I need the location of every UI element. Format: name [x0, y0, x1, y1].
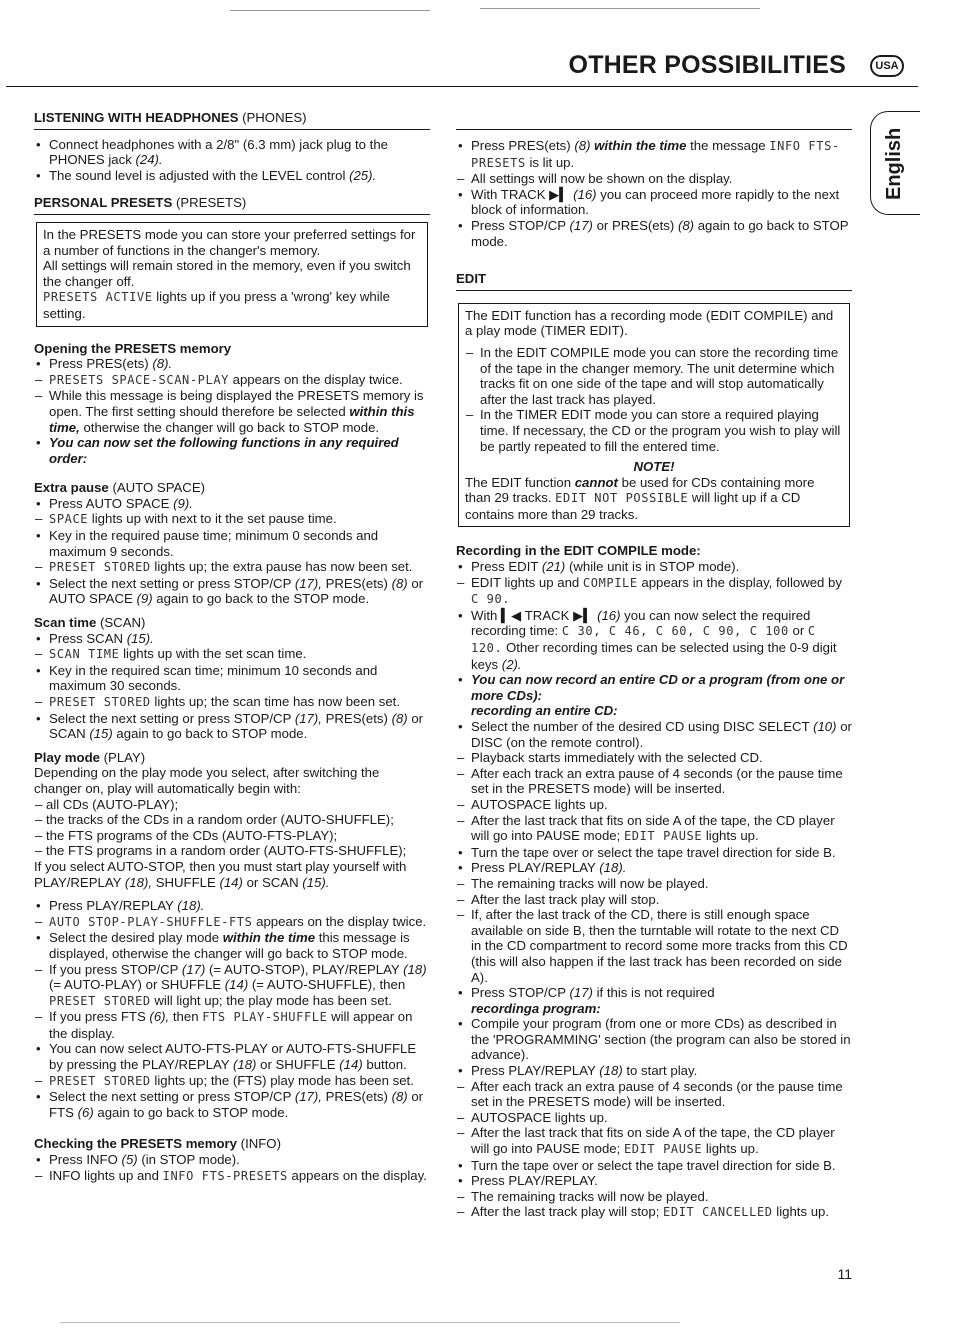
- checking-heading: Checking the PRESETS memory (INFO): [34, 1136, 281, 1152]
- list-item: – In the EDIT COMPILE mode you can store the recording time of the tape in the changer memory. The unit determine which tracks fit on one side of the tape and will stop automatically after the last track has played.: [465, 345, 843, 407]
- list-item: • You can now select AUTO-FTS-PLAY or AUTO-FTS-SHUFFLE by pressing the PLAY/REPLAY (18) or SHUFFLE (14) button.: [34, 1041, 430, 1072]
- extra-pause-list: [34, 496, 430, 607]
- list-item: • Press STOP/CP (17) or PRES(ets) (8) again to go back to STOP mode.: [456, 218, 852, 249]
- list-item: – the FTS programs of the CDs (AUTO-FTS-PLAY);: [34, 828, 430, 844]
- list-item: – If, after the last track of the CD, there is still enough space available on side B, then the turntable will rotate to the next CD in the CD compartment to record some more tracks from this CD (this will also happen if the last track has been recorded on side A).: [456, 907, 852, 985]
- list-item: – the tracks of the CDs in a random order (AUTO-SHUFFLE);: [34, 812, 430, 828]
- list-item: • The sound level is adjusted with the LEVEL control (25).: [34, 168, 430, 184]
- presets-info-box: [36, 222, 428, 327]
- list-item: – The remaining tracks will now be played.: [456, 1189, 852, 1205]
- box-text: PRESETS ACTIVE lights up if you press a 'wrong' key while setting.: [43, 289, 390, 321]
- edit-mode-list: [465, 345, 843, 454]
- list-item: • Press EDIT (21) (while unit is in STOP mode).: [456, 559, 852, 575]
- list-item: – After the last track that fits on side A of the tape, the CD player will go into PAUSE mode; EDIT PAUSE lights up.: [456, 813, 852, 845]
- scan-time-list: [34, 631, 430, 742]
- play-mode-heading: Play mode (PLAY): [34, 749, 146, 765]
- list-item: • Key in the required scan time; minimum 10 seconds and maximum 30 seconds.: [34, 663, 430, 694]
- box-text: The EDIT function has a recording mode (EDIT COMPILE) and a play mode (TIMER EDIT).: [465, 307, 834, 339]
- play-mode-intro: Depending on the play mode you select, after switching the changer on, play will automatically begin with:: [34, 765, 380, 796]
- scan-time-heading: Scan time (SCAN): [34, 615, 146, 631]
- list-item: – All settings will now be shown on the display.: [456, 171, 852, 187]
- list-item: • Press PLAY/REPLAY (18) to start play.: [456, 1063, 852, 1079]
- page-number: 11: [837, 1266, 852, 1282]
- list-item: recordinga program:: [471, 1000, 601, 1016]
- play-mode-note: If you select AUTO-STOP, then you must start play yourself with PLAY/REPLAY (18), SHUFFLE (14) or SCAN (15).: [34, 858, 407, 890]
- list-item: • Turn the tape over or select the tape travel direction for side B.: [456, 1158, 852, 1174]
- list-item: – In the TIMER EDIT mode you can store a required playing time. If necessary, the CD or the program you wish to play will be partly repeated to fill the entered time.: [465, 407, 843, 454]
- list-item: • Press INFO (5) (in STOP mode).: [34, 1152, 430, 1168]
- left-column: [34, 110, 430, 1184]
- list-item: – After each track an extra pause of 4 seconds (or the pause time set in the PRESETS mode) will be inserted.: [456, 766, 852, 797]
- list-item: – PRESET STORED lights up; the extra pause has now been set.: [34, 559, 430, 576]
- list-item: • You can now set the following functions in any required order:: [34, 435, 430, 466]
- headphones-list: [34, 137, 430, 184]
- list-item: • Select the next setting or press STOP/CP (17), PRES(ets) (8) or SCAN (15) again to go back to STOP mode.: [34, 711, 430, 742]
- list-item: • Compile your program (from one or more CDs) as described in the 'PROGRAMMING' section (the program can also be stored in advance).: [456, 1016, 852, 1063]
- list-item: – all CDs (AUTO-PLAY);: [34, 797, 430, 813]
- list-item: • Select the next setting or press STOP/CP (17), PRES(ets) (8) or AUTO SPACE (9) again to go back to the STOP mode.: [34, 576, 430, 607]
- recording-heading: Recording in the EDIT COMPILE mode:: [456, 543, 701, 559]
- right-column: [456, 129, 852, 1221]
- opening-heading: Opening the PRESETS memory: [34, 340, 232, 356]
- list-item: • You can now record an entire CD or a program (from one or more CDs):: [456, 672, 852, 703]
- list-item: – After the last track that fits on side A of the tape, the CD player will go into PAUSE mode; EDIT PAUSE lights up.: [456, 1125, 852, 1157]
- list-item: – SPACE lights up with next to it the set pause time.: [34, 511, 430, 528]
- recording-list: [456, 559, 852, 1221]
- list-item: • Select the desired play mode within the time this message is displayed, otherwise the changer will go back to STOP mode.: [34, 930, 430, 961]
- list-item: – The remaining tracks will now be played.: [456, 876, 852, 892]
- column-top-rule: [456, 129, 852, 130]
- list-item: – AUTO STOP-PLAY-SHUFFLE-FTS appears on the display twice.: [34, 914, 430, 931]
- note-title: NOTE!: [633, 459, 675, 475]
- list-item: – If you press FTS (6), then FTS PLAY-SHUFFLE will appear on the display.: [34, 1009, 430, 1041]
- list-item: • Press PRES(ets) (8).: [34, 356, 430, 372]
- list-item: recording an entire CD:: [471, 703, 618, 719]
- list-item: – AUTOSPACE lights up.: [456, 797, 852, 813]
- usa-badge-icon: USA: [870, 55, 904, 77]
- list-item: • Press AUTO SPACE (9).: [34, 496, 430, 512]
- play-mode-list: [34, 898, 430, 1120]
- checking-list: [34, 1152, 430, 1184]
- note-text: The EDIT function cannot be used for CDs containing more than 29 tracks. EDIT NOT POSSIBLE will light up if a CD contains more than 29 tracks.: [465, 474, 815, 522]
- list-item: – If you press STOP/CP (17) (= AUTO-STOP), PLAY/REPLAY (18) (= AUTO-PLAY) or SHUFFLE (14) (= AUTO-SHUFFLE), then PRESET STORED will light up; the play mode has been set.: [34, 962, 430, 1010]
- list-item: – PRESET STORED lights up; the (FTS) play mode has been set.: [34, 1073, 430, 1090]
- list-item: • Press PLAY/REPLAY.: [456, 1173, 852, 1189]
- list-item: • With TRACK ▶︎▍ (16) you can proceed more rapidly to the next block of information.: [456, 187, 852, 218]
- scan-noise-bottom: [60, 1322, 680, 1323]
- list-item: – the FTS programs in a random order (AUTO-FTS-SHUFFLE);: [34, 843, 430, 859]
- list-item: – Playback starts immediately with the selected CD.: [456, 750, 852, 766]
- list-item: • Press SCAN (15).: [34, 631, 430, 647]
- list-item: – EDIT lights up and COMPILE appears in the display, followed by C 90.: [456, 575, 852, 608]
- list-item: – SCAN TIME lights up with the set scan time.: [34, 646, 430, 663]
- box-text: In the PRESETS mode you can store your preferred settings for a number of functions in the changer's memory.: [43, 226, 416, 258]
- headphones-heading: LISTENING WITH HEADPHONES (PHONES): [34, 110, 430, 130]
- list-item: • Select the next setting or press STOP/CP (17), PRES(ets) (8) or FTS (6) again to go back to STOP mode.: [34, 1089, 430, 1120]
- box-text: All settings will remain stored in the memory, even if you switch the changer off.: [43, 258, 411, 289]
- play-mode-options: [34, 797, 430, 859]
- list-item: • Turn the tape over or select the tape travel direction for side B.: [456, 845, 852, 861]
- list-item: • Press STOP/CP (17) if this is not required: [456, 985, 852, 1001]
- list-item: – PRESETS SPACE-SCAN-PLAY appears on the display twice.: [34, 372, 430, 389]
- opening-list: [34, 356, 430, 466]
- presets-continued-list: [456, 138, 852, 249]
- presets-heading: PERSONAL PRESETS (PRESETS): [34, 195, 430, 215]
- language-tab: [870, 111, 920, 215]
- list-item: • Key in the required pause time; minimum 0 seconds and maximum 9 seconds.: [34, 528, 430, 559]
- list-item: • Select the number of the desired CD using DISC SELECT (10) or DISC (on the remote control).: [456, 719, 852, 750]
- list-item: – After each track an extra pause of 4 seconds (or the pause time set in the PRESETS mode) will be inserted.: [456, 1079, 852, 1110]
- list-item: – After the last track play will stop.: [456, 892, 852, 908]
- list-item: – While this message is being displayed the PRESETS memory is open. The first setting should therefore be selected within this time, otherwise the changer will go back to STOP mode.: [34, 388, 430, 435]
- list-item: • Press PLAY/REPLAY (18).: [456, 860, 852, 876]
- header-rule: [6, 86, 918, 87]
- list-item: • Connect headphones with a 2/8" (6.3 mm) jack plug to the PHONES jack (24).: [34, 137, 430, 168]
- page-header: [0, 0, 954, 92]
- page-title: OTHER POSSIBILITIES: [568, 51, 846, 79]
- list-item: – After the last track play will stop; EDIT CANCELLED lights up.: [456, 1204, 852, 1221]
- list-item: • Press PLAY/REPLAY (18).: [34, 898, 430, 914]
- edit-info-box: [458, 303, 850, 528]
- list-item: • With ▍◀ TRACK ▶︎▍ (16) you can now select the required recording time: C 30, C 46, C 60, C 90, C 100 or C 120. Other recording times can be selected using the 0-9 digit keys (2).: [456, 608, 852, 672]
- language-tab-label: English: [883, 127, 905, 200]
- extra-pause-heading: Extra pause (AUTO SPACE): [34, 480, 206, 496]
- list-item: • Press PRES(ets) (8) within the time the message INFO FTS-PRESETS is lit up.: [456, 138, 852, 171]
- list-item: – AUTOSPACE lights up.: [456, 1110, 852, 1126]
- edit-heading: EDIT: [456, 271, 852, 291]
- list-item: – PRESET STORED lights up; the scan time has now been set.: [34, 694, 430, 711]
- list-item: – INFO lights up and INFO FTS-PRESETS appears on the display.: [34, 1168, 430, 1185]
